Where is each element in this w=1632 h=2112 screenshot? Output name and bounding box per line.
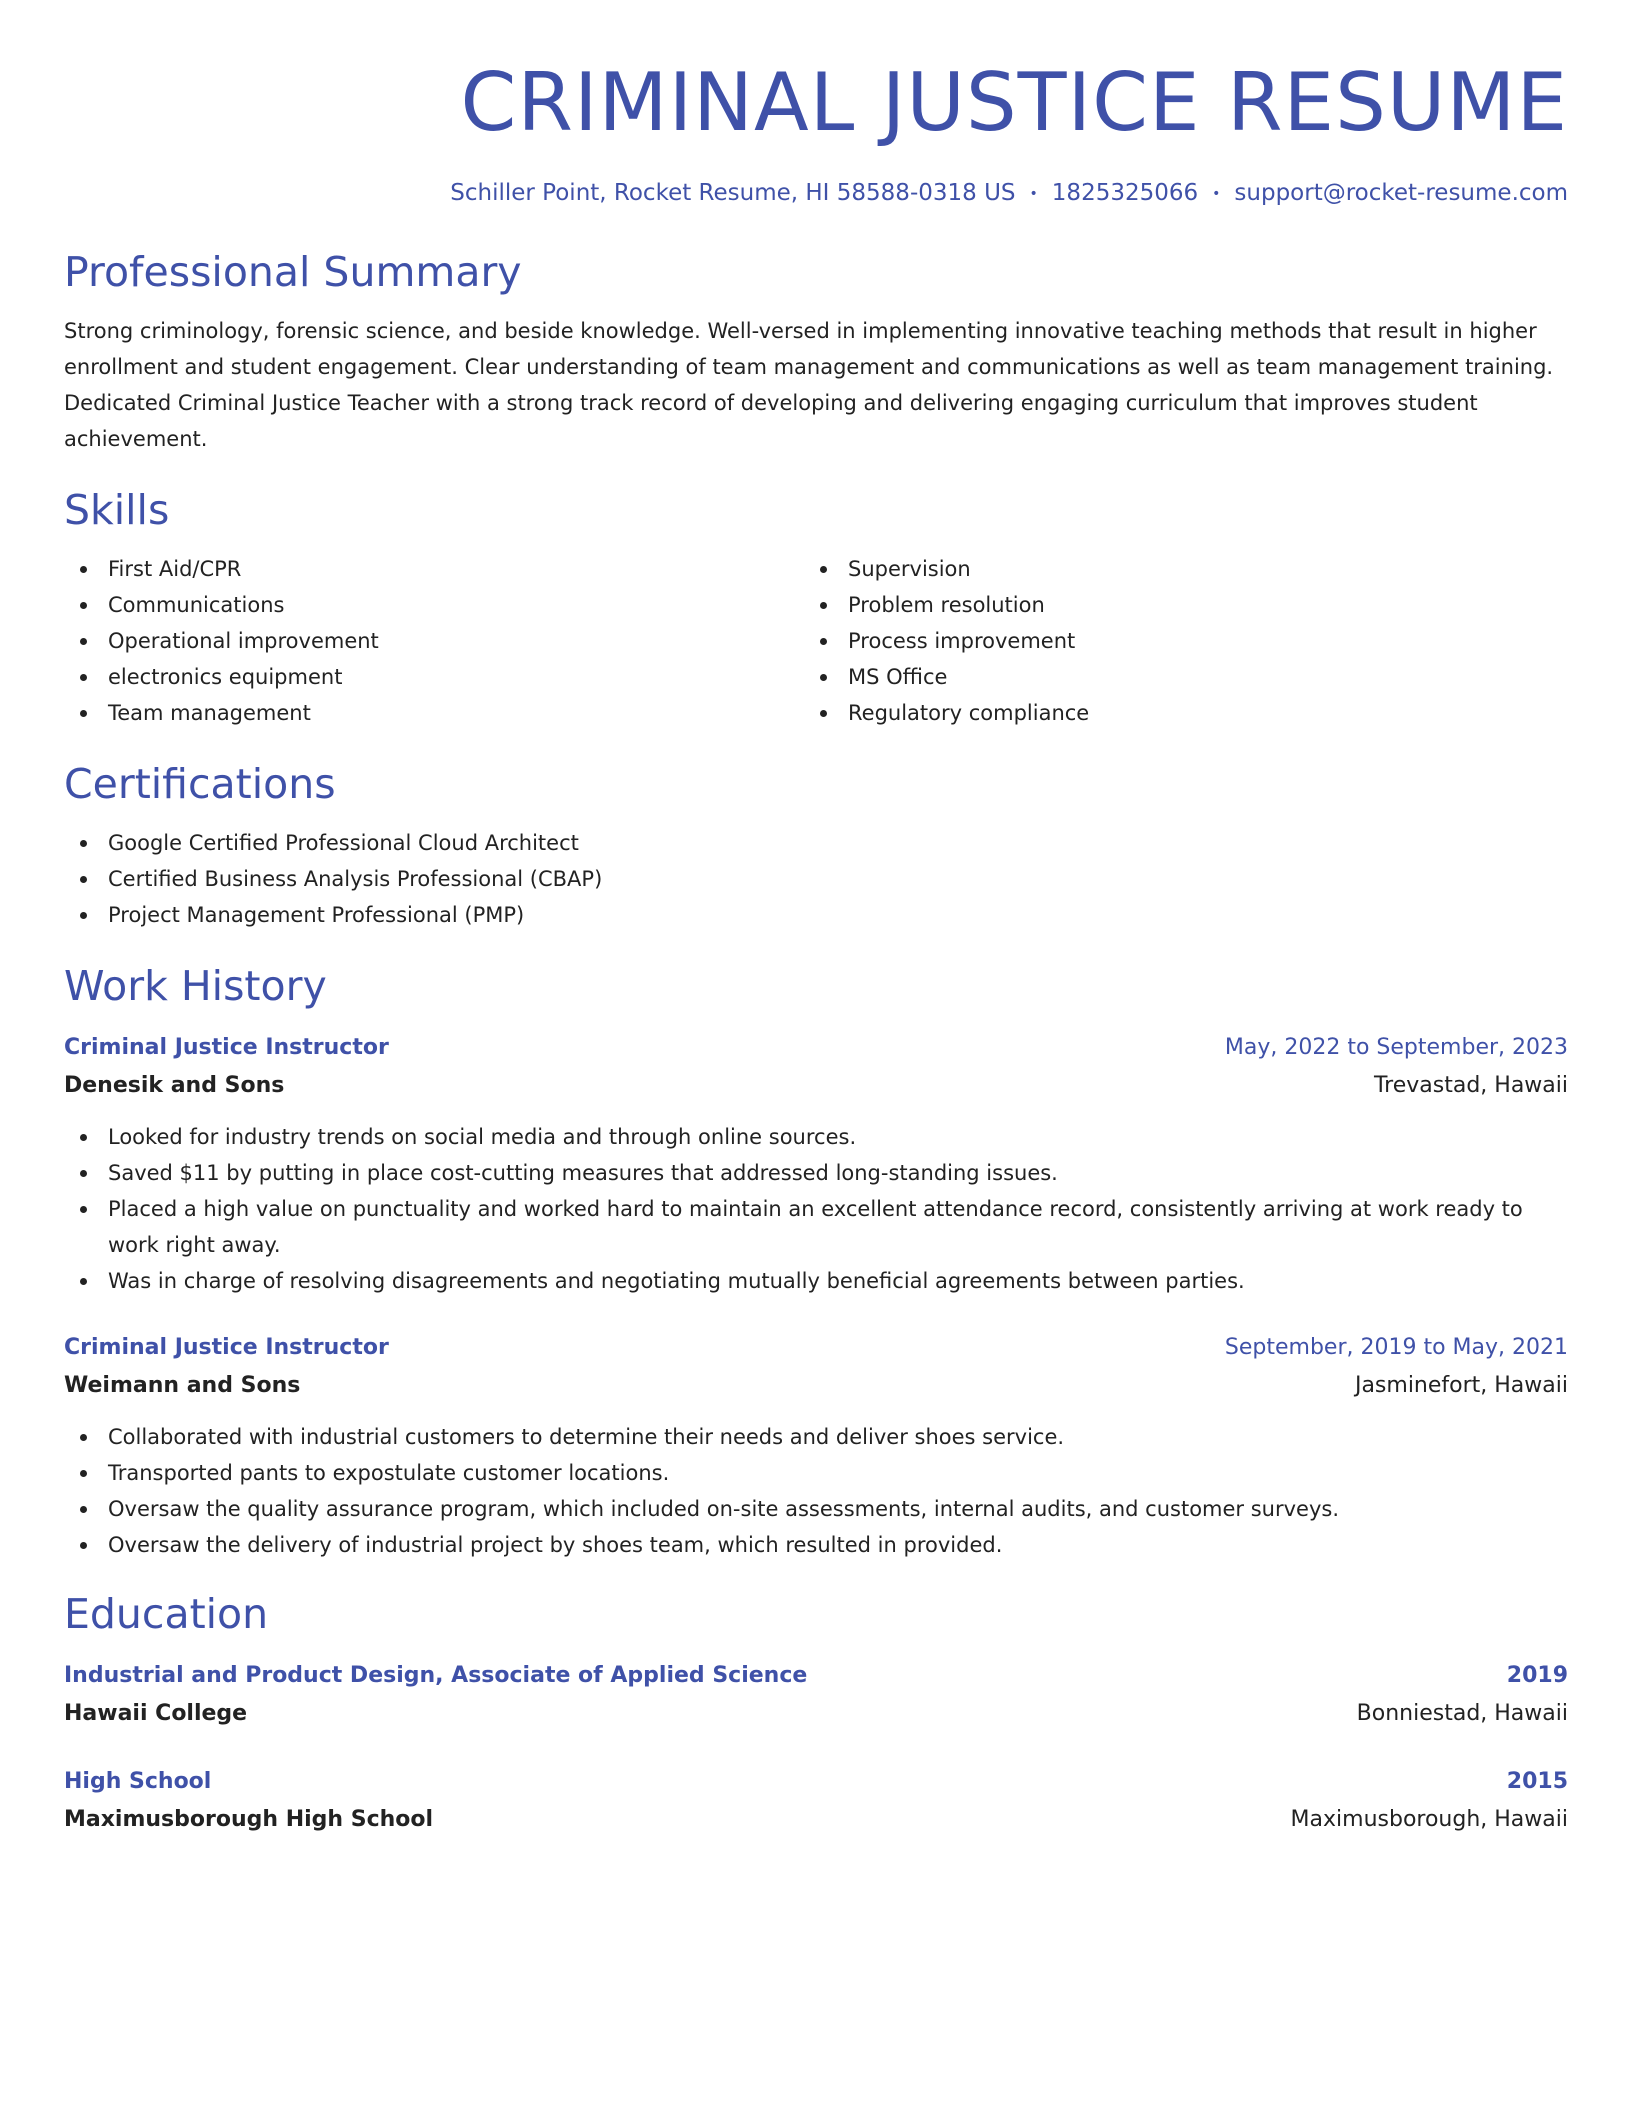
education-entry: [64, 1657, 1568, 1733]
contact-phone[interactable]: 1825325066: [1051, 180, 1199, 206]
skill-item: [804, 695, 1544, 731]
skill-item: [804, 623, 1544, 659]
skills-section: [64, 483, 1568, 731]
job-dates: May, 2022 to September, 2023: [1224, 1034, 1568, 1060]
certification-item: [64, 861, 1568, 897]
certification-item: [64, 897, 1568, 933]
education-year: 2015: [1506, 1768, 1568, 1794]
certifications-list: [64, 825, 1568, 933]
education-header-row: [64, 1657, 1568, 1695]
job-duty-item: [64, 1263, 1568, 1299]
skill-label: Communications: [108, 592, 285, 617]
skill-label: Supervision: [848, 556, 971, 581]
bullet-dot: [820, 674, 827, 681]
skill-label: Team management: [108, 700, 311, 725]
education-school: Maximusborough High School: [64, 1806, 434, 1832]
job-duty-text: Was in charge of resolving disagreements and negotiating mutually beneficial agreements between parties.: [108, 1268, 1245, 1293]
contact-address: Schiller Point, Rocket Resume, HI 58588-0318 US: [450, 180, 1016, 206]
contact-email[interactable]: support@rocket-resume.com: [1234, 180, 1568, 206]
contact-line: [64, 176, 1568, 211]
skill-item: [64, 623, 804, 659]
job-duty-text: Collaborated with industrial customers to determine their needs and deliver shoes service.: [108, 1424, 1065, 1449]
section-title-skills: Skills: [64, 485, 170, 534]
job-duty-item: [64, 1491, 1568, 1527]
job-company: Weimann and Sons: [64, 1372, 301, 1398]
education-degree: Industrial and Product Design, Associate of Applied Science: [64, 1662, 808, 1688]
job-duty-text: Placed a high value on punctuality and worked hard to maintain an excellent attendance record, consistently arriving at work ready to work right away.: [108, 1196, 1523, 1257]
bullet-dot: [820, 566, 827, 573]
bullet-dot: [80, 566, 87, 573]
education-degree: High School: [64, 1768, 212, 1794]
bullet-dot: [820, 710, 827, 717]
summary-text: Strong criminology, forensic science, and beside knowledge. Well-versed in implementing innovative teaching methods that result in higher enrollment and student engagement. Clear understanding of team management and communications as well as team management training. Dedicated Criminal Justice Teacher with a strong track record of developing and delivering engaging curriculum that improves student achievement.: [64, 318, 1554, 451]
skills-columns: [64, 551, 1568, 731]
skill-item: [64, 587, 804, 623]
bullet-dot: [80, 1278, 87, 1285]
skill-item: [64, 659, 804, 695]
job-title: Criminal Justice Instructor: [64, 1334, 389, 1360]
job-header-row: [64, 1329, 1568, 1367]
bullet-dot: [820, 638, 827, 645]
bullet-dot: [80, 638, 87, 645]
education-school-row: [64, 1695, 1568, 1733]
section-title-summary: Professional Summary: [64, 247, 522, 296]
job-title: Criminal Justice Instructor: [64, 1034, 389, 1060]
job-duty-text: Saved $11 by putting in place cost-cutting measures that addressed long-standing issues.: [108, 1160, 1058, 1185]
certification-label: Google Certified Professional Cloud Architect: [108, 830, 579, 855]
bullet-dot: [80, 840, 87, 847]
section-title-work-history: Work History: [64, 961, 327, 1010]
education-location: Bonniestad, Hawaii: [1356, 1700, 1568, 1726]
bullet-dot: [80, 674, 87, 681]
bullet-dot: [80, 1206, 87, 1213]
bullet-dot: [80, 1434, 87, 1441]
certifications-section: [64, 757, 1568, 933]
education-year: 2019: [1506, 1662, 1568, 1688]
bullet-dot: [80, 1542, 87, 1549]
job-duties-list: [64, 1419, 1568, 1563]
bullet-dot: [820, 602, 827, 609]
job-entry: [64, 1329, 1568, 1563]
job-duties-list: [64, 1119, 1568, 1299]
bullet-dot: [80, 876, 87, 883]
bullet-dot: [80, 1506, 87, 1513]
job-duty-item: [64, 1419, 1568, 1455]
skill-label: Process improvement: [848, 628, 1076, 653]
section-title-certifications: Certifications: [64, 759, 336, 808]
bullet-dot: [80, 710, 87, 717]
certification-label: Certified Business Analysis Professional (CBAP): [108, 866, 603, 891]
certification-item: [64, 825, 1568, 861]
skill-item: [804, 659, 1544, 695]
skill-item: [64, 551, 804, 587]
skill-label: First Aid/CPR: [108, 556, 242, 581]
summary-section: [64, 245, 1568, 457]
skill-label: Problem resolution: [848, 592, 1045, 617]
job-duty-item: [64, 1155, 1568, 1191]
job-header-row: [64, 1029, 1568, 1067]
education-location: Maximusborough, Hawaii: [1290, 1806, 1568, 1832]
bullet-dot: [80, 912, 87, 919]
job-location: Trevastad, Hawaii: [1373, 1072, 1568, 1098]
job-location: Jasminefort, Hawaii: [1354, 1372, 1568, 1398]
job-duty-item: [64, 1455, 1568, 1491]
education-school-row: [64, 1801, 1568, 1839]
bullet-dot: [80, 1134, 87, 1141]
job-dates: September, 2019 to May, 2021: [1224, 1334, 1568, 1360]
job-entry: [64, 1029, 1568, 1299]
work-history-section: [64, 959, 1568, 1563]
job-duty-item: [64, 1527, 1568, 1563]
bullet-dot: [80, 1170, 87, 1177]
education-school: Hawaii College: [64, 1700, 248, 1726]
job-duty-text: Oversaw the quality assurance program, which included on-site assessments, internal audits, and customer surveys.: [108, 1496, 1340, 1521]
bullet-dot: [80, 1470, 87, 1477]
job-company: Denesik and Sons: [64, 1072, 285, 1098]
skills-list-right: [804, 551, 1544, 731]
resume-title: CRIMINAL JUSTICE RESUME: [460, 56, 1568, 149]
job-duty-item: [64, 1119, 1568, 1155]
section-title-education: Education: [64, 1589, 269, 1638]
skill-label: MS Office: [848, 664, 948, 689]
certification-label: Project Management Professional (PMP): [108, 902, 525, 927]
job-duty-item: [64, 1191, 1568, 1263]
skill-label: Operational improvement: [108, 628, 379, 653]
skill-label: Regulatory compliance: [848, 700, 1090, 725]
job-duty-text: Oversaw the delivery of industrial project by shoes team, which resulted in provided.: [108, 1532, 1003, 1557]
bullet-dot: [80, 602, 87, 609]
skill-item: [64, 695, 804, 731]
education-section: [64, 1587, 1568, 1839]
job-duty-text: Looked for industry trends on social media and through online sources.: [108, 1124, 857, 1149]
education-entry: [64, 1763, 1568, 1839]
skill-item: [804, 587, 1544, 623]
skill-label: electronics equipment: [108, 664, 343, 689]
education-header-row: [64, 1763, 1568, 1801]
job-company-row: [64, 1067, 1568, 1105]
separator-dot: •: [1029, 185, 1038, 202]
skill-item: [804, 551, 1544, 587]
separator-dot: •: [1212, 185, 1221, 202]
skills-list-left: [64, 551, 804, 731]
job-duty-text: Transported pants to expostulate customer locations.: [108, 1460, 670, 1485]
job-company-row: [64, 1367, 1568, 1405]
